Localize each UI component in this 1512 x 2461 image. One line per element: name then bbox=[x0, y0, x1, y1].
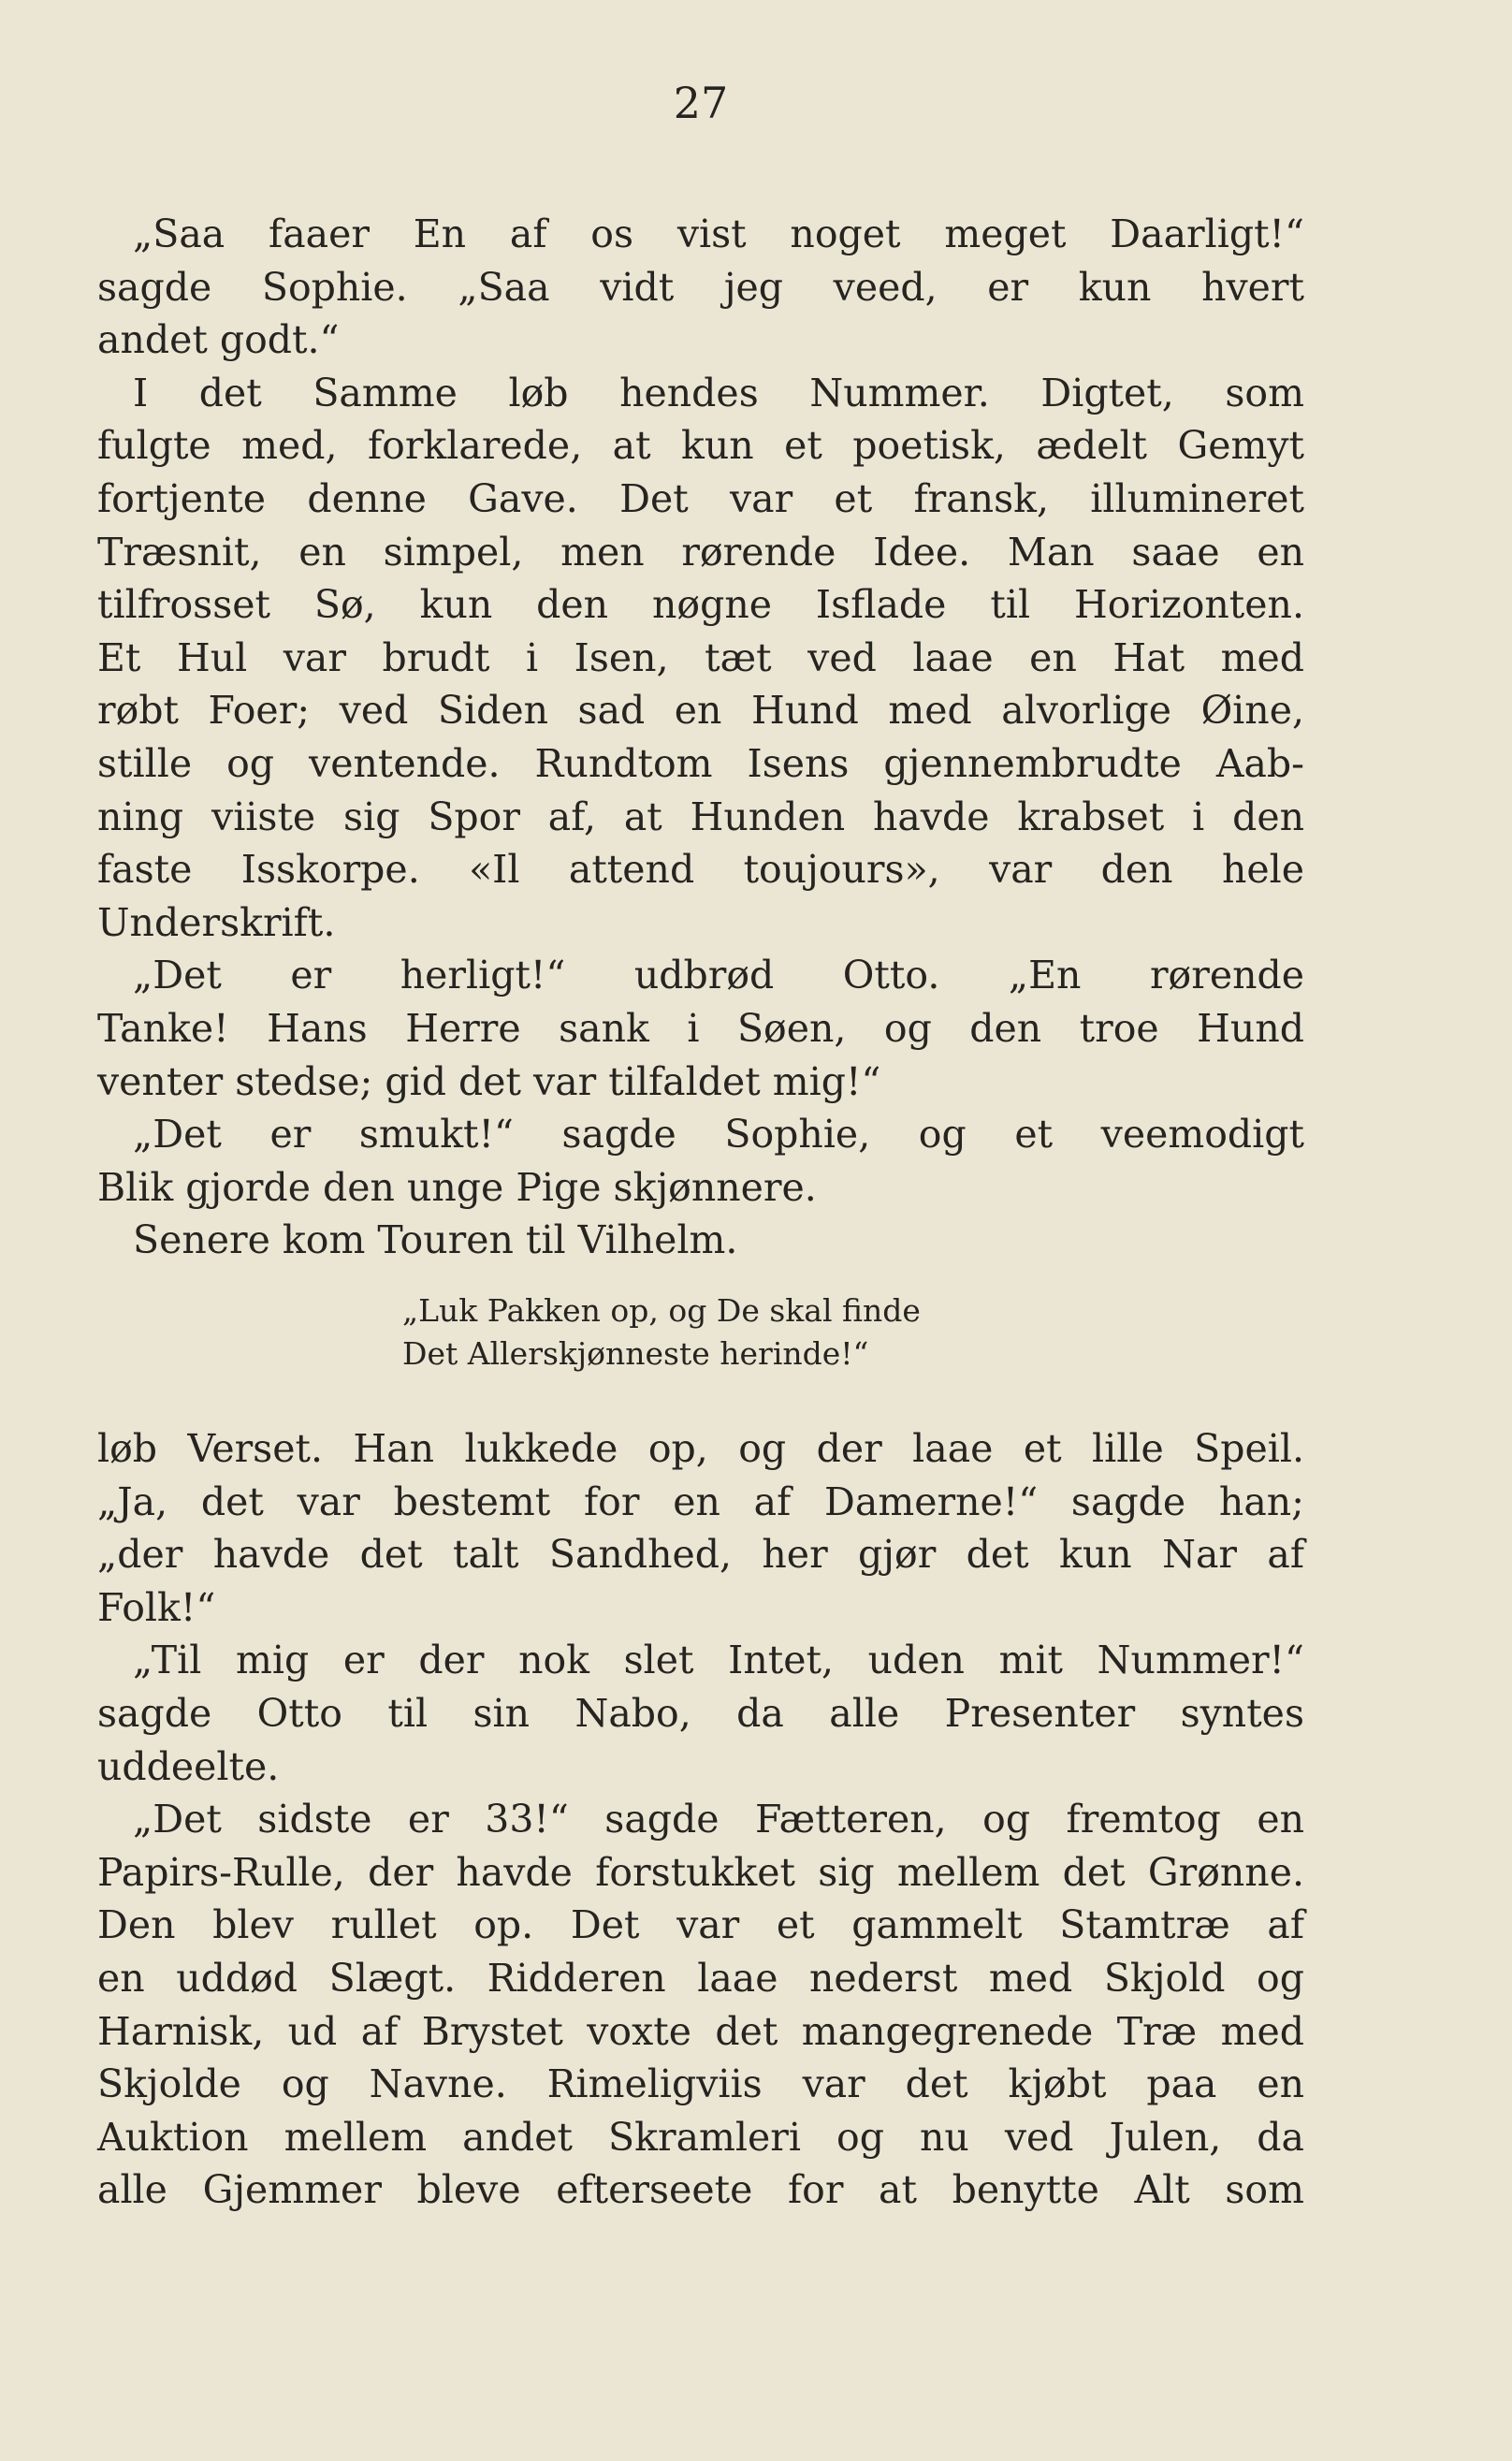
text-line: ning viiste sig Spor af, at Hunden havde krabset i den bbox=[97, 794, 1304, 839]
text-line: „Det sidste er 33!“ sagde Fætteren, og fremtog en bbox=[133, 1797, 1304, 1842]
text-line: løb Verset. Han lukkede op, og der laae et lille Speil. bbox=[97, 1426, 1304, 1471]
text-line: fulgte med, forklarede, at kun et poetisk, ædelt Gemyt bbox=[97, 423, 1304, 469]
text-line: Harnisk, ud af Brystet voxte det mangegrenede Træ med bbox=[97, 2008, 1304, 2054]
text-line: en uddød Slægt. Ridderen laae nederst med Skjold og bbox=[97, 1955, 1304, 2001]
text-line: Papirs-Rulle, der havde forstukket sig mellem det Grønne. bbox=[97, 1849, 1304, 1895]
upper-text-block bbox=[97, 208, 1304, 1267]
text-line: sagde Sophie. „Saa vidt jeg veed, er kun hvert bbox=[97, 264, 1304, 310]
verse-block bbox=[402, 1289, 1057, 1376]
text-line: faste Isskorpe. «Il attend toujours», var den hele bbox=[97, 847, 1304, 893]
text-line: Skjolde og Navne. Rimeligviis var det kjøbt paa en bbox=[97, 2061, 1304, 2107]
text-line: uddeelte. bbox=[97, 1743, 280, 1789]
verse-line: Det Allerskjønneste herinde!“ bbox=[402, 1335, 869, 1372]
text-line: sagde Otto til sin Nabo, da alle Presenter syntes bbox=[97, 1690, 1304, 1736]
text-line: fortjente denne Gave. Det var et fransk, illumineret bbox=[97, 475, 1304, 521]
lower-text-block bbox=[97, 1422, 1304, 2217]
text-line: tilfrosset Sø, kun den nøgne Isflade til Horizonten. bbox=[97, 582, 1304, 628]
text-line: „Ja, det var bestemt for en af Damerne!“ sagde han; bbox=[97, 1478, 1304, 1524]
text-line: Senere kom Touren til Vilhelm. bbox=[133, 1217, 738, 1263]
text-line: Auktion mellem andet Skramleri og nu ved Julen, da bbox=[97, 2114, 1304, 2160]
text-line: Blik gjorde den unge Pige skjønnere. bbox=[97, 1164, 817, 1210]
text-line: I det Samme løb hendes Nummer. Digtet, som bbox=[133, 370, 1304, 415]
text-line: Underskrift. bbox=[97, 899, 336, 945]
verse-line: „Luk Pakken op, og De skal finde bbox=[402, 1292, 921, 1329]
text-line: „Det er smukt!“ sagde Sophie, og et veemodigt bbox=[133, 1112, 1304, 1158]
text-line: „Saa faaer En af os vist noget meget Daarligt!“ bbox=[133, 211, 1304, 256]
text-line: Træsnit, en simpel, men rørende Idee. Man saae en bbox=[97, 529, 1304, 575]
text-line: røbt Foer; ved Siden sad en Hund med alvorlige Øine, bbox=[97, 688, 1304, 734]
text-line: „Det er herligt!“ udbrød Otto. „En rørende bbox=[133, 953, 1304, 998]
text-line: „der havde det talt Sandhed, her gjør det kun Nar af bbox=[97, 1532, 1304, 1578]
page-number: 27 bbox=[673, 78, 729, 128]
text-line: venter stedse; gid det var tilfaldet mig!“ bbox=[97, 1058, 881, 1104]
text-line: Et Hul var brudt i Isen, tæt ved laae en Hat med bbox=[97, 634, 1304, 680]
text-line: „Til mig er der nok slet Intet, uden mit Nummer!“ bbox=[133, 1638, 1304, 1683]
text-line: Tanke! Hans Herre sank i Søen, og den troe Hund bbox=[97, 1005, 1304, 1051]
text-line: andet godt.“ bbox=[97, 317, 340, 363]
text-line: stille og ventende. Rundtom Isens gjennembrudte Aab- bbox=[97, 740, 1304, 786]
text-line: Folk!“ bbox=[97, 1584, 216, 1630]
text-line: alle Gjemmer bleve efterseete for at benytte Alt som bbox=[97, 2167, 1304, 2213]
text-line: Den blev rullet op. Det var et gammelt Stamtræ af bbox=[97, 1902, 1304, 1948]
